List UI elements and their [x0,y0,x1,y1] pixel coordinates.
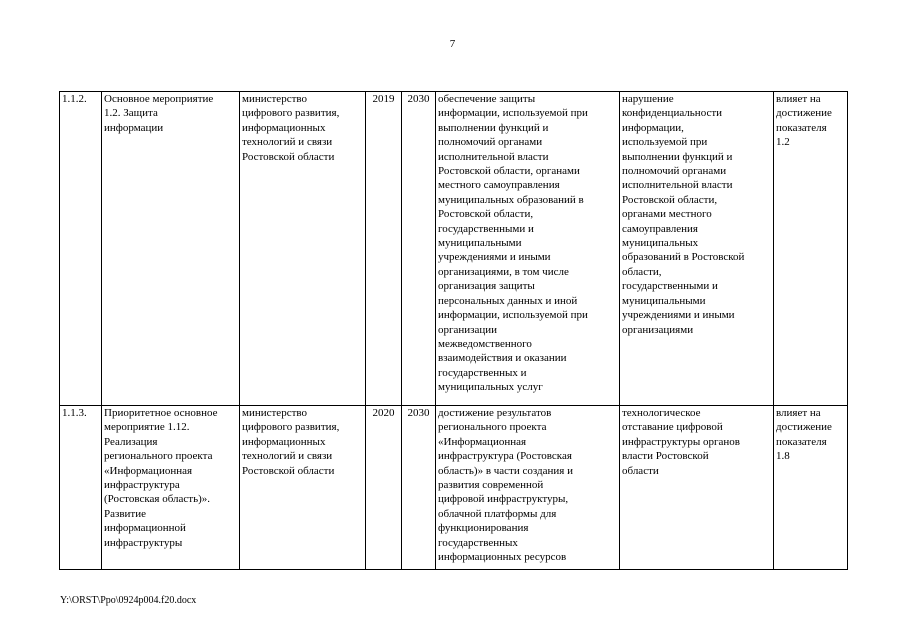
expected-result-cell: достижение результатов регионального проекта «Информационная инфраструктура (Ростовская область)» в части создания и развития современной цифровой инфраструктуры, облачной платформы для функционирования государственных информационных ресурсов [436,406,620,570]
activity-name-cell: Приоритетное основное мероприятие 1.12. Реализация регионального проекта «Информационная инфраструктура (Ростовская область)». Развитие информационной инфраструктуры [102,406,240,570]
indicator-relation-cell: влияет на достижение показателя 1.8 [774,406,848,570]
page-number: 7 [449,38,456,50]
start-year-cell: 2020 [366,406,402,570]
row-number: 1.1.2. [60,92,102,406]
row-number: 1.1.3. [60,406,102,570]
end-year-cell: 2030 [402,406,436,570]
expected-result-cell: обеспечение защиты информации, используемой при выполнении функций и полномочий органами исполнительной власти Ростовской области, органами местного самоуправления муниципальных образований в Ростовской области, государственными и муниципальными учреждениями и иными организациями, в том числе организация защиты персональных данных и иной информации, используемой при организации межведомственного взаимодействия и оказании государственных и муниципальных услуг [436,92,620,406]
table-row [60,406,848,570]
indicator-relation-cell: влияет на достижение показателя 1.2 [774,92,848,406]
executor-cell: министерство цифрового развития, информационных технологий и связи Ростовской области [240,92,366,406]
executor-cell: министерство цифрового развития, информационных технологий и связи Ростовской области [240,406,366,570]
end-year-cell: 2030 [402,92,436,406]
table-row [60,92,848,406]
program-activities-table [59,91,848,570]
start-year-cell: 2019 [366,92,402,406]
non-implementation-consequence-cell: нарушение конфиденциальности информации, используемой при выполнении функций и полномочий органами исполнительной власти Ростовской области, органами местного самоуправления муниципальных образований в Ростовской области, государственными и муниципальными учреждениями и иными организациями [620,92,774,406]
document-file-path: Y:\ORST\Ppo\0924p004.f20.docx [60,595,197,606]
activity-name-cell: Основное мероприятие 1.2. Защита информации [102,92,240,406]
non-implementation-consequence-cell: технологическое отставание цифровой инфраструктуры органов власти Ростовской области [620,406,774,570]
